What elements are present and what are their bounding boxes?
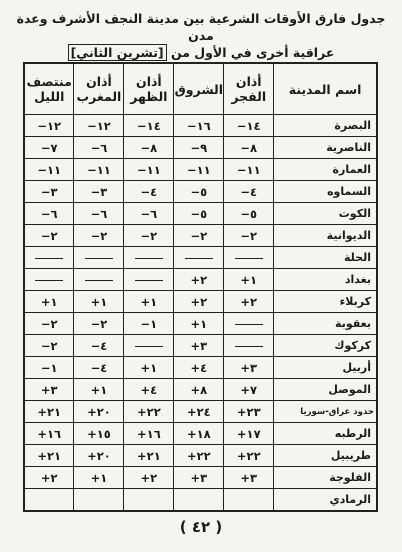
no-difference-dash: [135, 258, 163, 259]
dhuhr-cell: [124, 203, 174, 225]
dhuhr-cell: [124, 269, 174, 291]
shuruq-value: ٢−: [190, 228, 208, 243]
city-name: الموصل: [328, 383, 371, 396]
midnight-cell: [24, 159, 74, 181]
midnight-cell: [24, 115, 74, 137]
midnight-cell: [24, 335, 74, 357]
shuruq-value: ١٦−: [186, 118, 211, 133]
table-row: [24, 137, 377, 159]
city-name-cell: [274, 379, 377, 401]
midnight-value: ٢١+: [37, 448, 62, 463]
dhuhr-cell: [124, 335, 174, 357]
maghrib-value: ٤−: [90, 360, 108, 375]
dhuhr-cell: [124, 159, 174, 181]
fajr-cell: [224, 379, 274, 401]
city-name: السماوه: [327, 185, 371, 198]
city-name-cell: [274, 115, 377, 137]
midnight-value: ٢+: [40, 470, 58, 485]
city-name: الديوانية: [326, 229, 371, 242]
maghrib-cell: [74, 313, 124, 335]
table-row: [24, 225, 377, 247]
dhuhr-cell: [124, 357, 174, 379]
city-name: الحلة: [344, 251, 371, 264]
fajr-cell: [224, 269, 274, 291]
shuruq-cell: [174, 445, 224, 467]
maghrib-cell: [74, 247, 124, 269]
no-difference-dash: [35, 258, 63, 259]
city-name-cell: [274, 489, 377, 511]
midnight-value: ١٢−: [37, 118, 62, 133]
city-name: حدود عراق-سوريا: [300, 406, 374, 417]
midnight-value: ٢−: [40, 316, 58, 331]
fajr-value: ٣+: [240, 360, 258, 375]
fajr-cell: [224, 357, 274, 379]
midnight-cell: [24, 181, 74, 203]
header-city: اسم المدينة: [274, 63, 377, 115]
maghrib-cell: [74, 401, 124, 423]
fajr-value: ١+: [240, 272, 258, 287]
dhuhr-cell: [124, 379, 174, 401]
maghrib-value: ١+: [90, 382, 108, 397]
fajr-value: ٢٣+: [236, 404, 261, 419]
table-row: [24, 159, 377, 181]
midnight-value: ٧−: [40, 140, 58, 155]
shuruq-value: ٢٤+: [186, 404, 211, 419]
midnight-value: ١−: [40, 360, 58, 375]
city-name: الناصرية: [326, 141, 371, 154]
fajr-cell: [224, 247, 274, 269]
city-name-cell: [274, 313, 377, 335]
dhuhr-cell: [124, 401, 174, 423]
fajr-cell: [224, 225, 274, 247]
shuruq-cell: [174, 247, 224, 269]
fajr-cell: [224, 445, 274, 467]
fajr-value: ٧+: [240, 382, 258, 397]
city-name-cell: [274, 181, 377, 203]
no-difference-dash: [235, 258, 263, 259]
dhuhr-value: ١٦+: [137, 426, 161, 441]
maghrib-cell: [74, 137, 124, 159]
dhuhr-cell: [124, 115, 174, 137]
table-title: [14, 10, 388, 61]
shuruq-value: ٣+: [190, 470, 208, 485]
city-name: الفلوجة: [329, 471, 371, 484]
shuruq-cell: [174, 203, 224, 225]
maghrib-value: ٣−: [90, 184, 108, 199]
dhuhr-value: ٢٢+: [137, 404, 161, 419]
shuruq-value: ٨+: [190, 382, 208, 397]
dhuhr-value: ١+: [140, 294, 158, 309]
midnight-cell: [24, 269, 74, 291]
midnight-cell: [24, 247, 74, 269]
dhuhr-value: ٢١+: [137, 448, 161, 463]
dhuhr-value: ١−: [140, 316, 158, 331]
shuruq-cell: [174, 291, 224, 313]
fajr-cell: [224, 401, 274, 423]
table-row: [24, 423, 377, 445]
maghrib-value: ٢٠+: [87, 448, 111, 463]
shuruq-cell: [174, 225, 224, 247]
midnight-cell: [24, 379, 74, 401]
midnight-value: ٢−: [40, 228, 58, 243]
maghrib-value: ٤−: [90, 338, 108, 353]
no-difference-dash: [185, 258, 213, 259]
fajr-value: ١٤−: [236, 118, 261, 133]
maghrib-cell: [74, 489, 124, 511]
dhuhr-value: ٤−: [140, 184, 158, 199]
city-name-cell: [274, 357, 377, 379]
city-name-cell: [274, 401, 377, 423]
maghrib-cell: [74, 181, 124, 203]
maghrib-cell: [74, 335, 124, 357]
maghrib-cell: [74, 291, 124, 313]
shuruq-cell: [174, 357, 224, 379]
city-name-cell: [274, 159, 377, 181]
dhuhr-cell: [124, 247, 174, 269]
dhuhr-value: ٢+: [140, 470, 158, 485]
dhuhr-cell: [124, 225, 174, 247]
header-midnight: منتصف الليل: [24, 63, 74, 115]
shuruq-cell: [174, 467, 224, 489]
fajr-cell: [224, 203, 274, 225]
table-row: [24, 313, 377, 335]
maghrib-cell: [74, 423, 124, 445]
fajr-value: ٤−: [240, 184, 258, 199]
city-name: بعقوبة: [335, 317, 371, 330]
maghrib-cell: [74, 159, 124, 181]
table-row: [24, 335, 377, 357]
city-name-cell: [274, 467, 377, 489]
midnight-cell: [24, 357, 74, 379]
maghrib-value: ١١−: [87, 162, 111, 177]
maghrib-value: ٦−: [90, 140, 108, 155]
city-name: البصرة: [334, 119, 371, 132]
title-month: [تشرين الثاني]: [68, 44, 167, 61]
city-name: بغداد: [344, 273, 371, 286]
maghrib-cell: [74, 379, 124, 401]
fajr-value: ٣+: [240, 470, 258, 485]
dhuhr-value: ١+: [140, 360, 158, 375]
dhuhr-cell: [124, 181, 174, 203]
dhuhr-cell: [124, 467, 174, 489]
fajr-value: ٥−: [240, 206, 258, 221]
maghrib-cell: [74, 445, 124, 467]
midnight-cell: [24, 313, 74, 335]
dhuhr-cell: [124, 445, 174, 467]
dhuhr-cell: [124, 313, 174, 335]
title-line-1: جدول فارق الأوقات الشرعية بين مدينة النجف الأشرف وعدة مدن: [16, 11, 386, 43]
maghrib-value: ١٢−: [87, 118, 111, 133]
table-row: [24, 181, 377, 203]
fajr-value: ٢−: [240, 228, 258, 243]
no-difference-dash: [85, 280, 113, 281]
city-name: كركوك: [334, 339, 371, 352]
prayer-times-table: [23, 62, 378, 512]
shuruq-cell: [174, 401, 224, 423]
midnight-cell: [24, 203, 74, 225]
maghrib-cell: [74, 467, 124, 489]
shuruq-cell: [174, 137, 224, 159]
shuruq-value: ٢٢+: [186, 448, 211, 463]
city-name-cell: [274, 247, 377, 269]
shuruq-value: ٣+: [190, 338, 208, 353]
fajr-cell: [224, 181, 274, 203]
table-row: [24, 269, 377, 291]
midnight-value: ١+: [40, 294, 58, 309]
maghrib-cell: [74, 115, 124, 137]
city-name: طريبيل: [330, 449, 371, 462]
midnight-value: ٣−: [40, 184, 58, 199]
shuruq-value: ١+: [190, 316, 208, 331]
maghrib-value: ٢−: [90, 316, 108, 331]
no-difference-dash: [85, 258, 113, 259]
shuruq-value: ٤+: [190, 360, 208, 375]
shuruq-value: ٢+: [190, 272, 208, 287]
dhuhr-value: ٦−: [140, 206, 158, 221]
maghrib-value: ١٥+: [87, 426, 111, 441]
shuruq-value: ١٨+: [186, 426, 211, 441]
city-name-cell: [274, 203, 377, 225]
maghrib-cell: [74, 203, 124, 225]
fajr-value: ١١−: [236, 162, 261, 177]
fajr-cell: [224, 335, 274, 357]
midnight-cell: [24, 401, 74, 423]
table-row: [24, 379, 377, 401]
table-row: [24, 203, 377, 225]
table-row: [24, 445, 377, 467]
shuruq-cell: [174, 115, 224, 137]
city-name: أربيل: [342, 361, 371, 374]
header-maghrib: أذان المغرب: [74, 63, 124, 115]
no-difference-dash: [235, 324, 263, 325]
city-name: كربلاء: [339, 295, 371, 308]
city-name-cell: [274, 291, 377, 313]
table-body: [24, 115, 377, 511]
city-name-cell: [274, 269, 377, 291]
fajr-cell: [224, 313, 274, 335]
maghrib-cell: [74, 269, 124, 291]
midnight-value: ١١−: [37, 162, 62, 177]
midnight-value: ٢−: [40, 338, 58, 353]
page-number: ( ٤٢ ): [179, 518, 223, 536]
fajr-cell: [224, 115, 274, 137]
table-row: [24, 247, 377, 269]
shuruq-cell: [174, 423, 224, 445]
shuruq-cell: [174, 313, 224, 335]
maghrib-value: ٢٠+: [87, 404, 111, 419]
shuruq-cell: [174, 335, 224, 357]
shuruq-value: ٩−: [190, 140, 208, 155]
shuruq-value: ٥−: [190, 184, 208, 199]
fajr-cell: [224, 291, 274, 313]
city-name: الرطبه: [334, 427, 371, 440]
title-line-2: [14, 44, 388, 61]
header-fajr: أذان الفجر: [224, 63, 274, 115]
city-name-cell: [274, 335, 377, 357]
no-difference-dash: [135, 280, 163, 281]
maghrib-value: ١+: [90, 294, 108, 309]
table-row: [24, 357, 377, 379]
fajr-cell: [224, 467, 274, 489]
shuruq-value: ٥−: [190, 206, 208, 221]
midnight-cell: [24, 225, 74, 247]
midnight-cell: [24, 467, 74, 489]
fajr-cell: [224, 423, 274, 445]
dhuhr-value: ١١−: [137, 162, 161, 177]
maghrib-value: ١+: [90, 470, 108, 485]
shuruq-value: ١١−: [186, 162, 211, 177]
title-line-2-prefix: عراقية أخرى في الأول من: [170, 45, 335, 60]
city-name-cell: [274, 137, 377, 159]
shuruq-cell: [174, 181, 224, 203]
maghrib-cell: [74, 357, 124, 379]
fajr-value: ٢٢+: [236, 448, 261, 463]
city-name-cell: [274, 225, 377, 247]
fajr-cell: [224, 137, 274, 159]
shuruq-value: ٢+: [190, 294, 208, 309]
dhuhr-cell: [124, 137, 174, 159]
midnight-value: ١٦+: [37, 426, 62, 441]
header-shuruq: الشروق: [174, 63, 224, 115]
fajr-value: ٢+: [240, 294, 258, 309]
dhuhr-value: ٤+: [140, 382, 158, 397]
table-row: [24, 115, 377, 137]
dhuhr-cell: [124, 291, 174, 313]
header-dhuhr: أذان الظهر: [124, 63, 174, 115]
dhuhr-cell: [124, 423, 174, 445]
shuruq-cell: [174, 159, 224, 181]
table-row: [24, 467, 377, 489]
fajr-cell: [224, 489, 274, 511]
dhuhr-value: ٢−: [140, 228, 158, 243]
dhuhr-cell: [124, 489, 174, 511]
midnight-value: ٦−: [40, 206, 58, 221]
city-name: الرمادي: [329, 492, 371, 506]
table-row: [24, 489, 377, 511]
shuruq-cell: [174, 269, 224, 291]
city-name-cell: [274, 445, 377, 467]
no-difference-dash: [235, 346, 263, 347]
midnight-cell: [24, 291, 74, 313]
dhuhr-value: ٨−: [140, 140, 158, 155]
midnight-cell: [24, 445, 74, 467]
midnight-value: ٣+: [40, 382, 58, 397]
midnight-cell: [24, 423, 74, 445]
header-row: [24, 63, 377, 115]
shuruq-cell: [174, 489, 224, 511]
fajr-cell: [224, 159, 274, 181]
midnight-value: ٢١+: [37, 404, 62, 419]
maghrib-cell: [74, 225, 124, 247]
table-row: [24, 291, 377, 313]
dhuhr-value: ١٤−: [137, 118, 161, 133]
fajr-value: ١٧+: [236, 426, 261, 441]
no-difference-dash: [135, 346, 163, 347]
maghrib-value: ٦−: [90, 206, 108, 221]
fajr-value: ٨−: [240, 140, 258, 155]
no-difference-dash: [35, 280, 63, 281]
midnight-cell: [24, 137, 74, 159]
midnight-cell: [24, 489, 74, 511]
shuruq-cell: [174, 379, 224, 401]
city-name: العمارة: [332, 163, 371, 176]
city-name: الكوت: [338, 207, 371, 220]
city-name-cell: [274, 423, 377, 445]
maghrib-value: ٢−: [90, 228, 108, 243]
table-row: [24, 401, 377, 423]
